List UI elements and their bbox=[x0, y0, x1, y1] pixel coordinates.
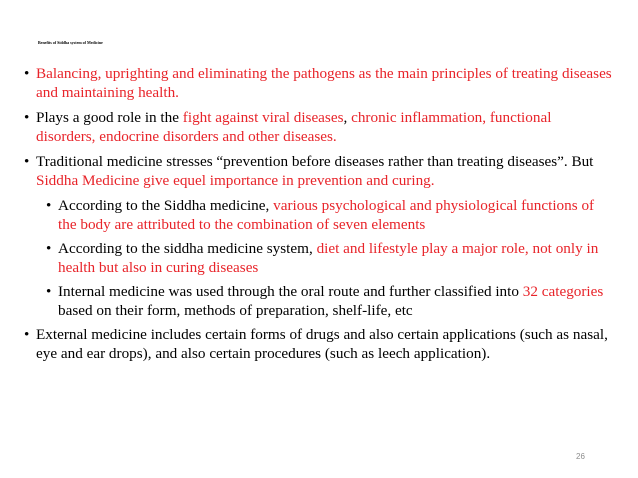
bullet-text: According to the siddha medicine system, bbox=[58, 240, 317, 257]
page-number: 26 bbox=[576, 452, 585, 461]
slide-title: Benefits of Siddha system of Medicine bbox=[38, 40, 103, 45]
bullet-text: based on their form, methods of preparation, shelf-life, etc bbox=[58, 302, 413, 319]
bullet-text: According to the Siddha medicine, bbox=[58, 197, 274, 214]
sub-bullet-item bbox=[46, 282, 614, 320]
bullet-text: Plays a good role in the bbox=[36, 109, 183, 126]
bullet-dot: • bbox=[24, 326, 30, 343]
bullet-text-highlight: diet and lifestyle play a major role, not only in health but also in curing diseases bbox=[58, 240, 599, 276]
bullet-text-highlight: chronic inflammation, functional disorders, endocrine disorders and other diseases. bbox=[36, 109, 552, 145]
bullet-list bbox=[24, 64, 614, 369]
bullet-item bbox=[24, 152, 614, 190]
bullet-text: Balancing, uprighting and eliminating the pathogens as the main principles of treating diseases and maintaining health. bbox=[36, 65, 612, 101]
bullet-text-highlight: Siddha Medicine give equel importance in prevention and curing. bbox=[36, 172, 435, 189]
bullet-dot: • bbox=[46, 240, 52, 257]
sub-bullet-item bbox=[46, 239, 614, 277]
bullet-dot: • bbox=[46, 197, 52, 214]
bullet-text: Traditional medicine stresses “prevention before diseases rather than treating diseases”. But bbox=[36, 153, 594, 170]
bullet-text: Internal medicine was used through the oral route and further classified into bbox=[58, 283, 523, 300]
bullet-dot: • bbox=[24, 153, 30, 170]
sub-bullet-item bbox=[46, 196, 614, 234]
bullet-item bbox=[24, 325, 614, 363]
bullet-text: External medicine includes certain forms of drugs and also certain applications (such as nasal, eye and ear drops), and also certain procedures (such as leech application). bbox=[36, 326, 608, 362]
bullet-item bbox=[24, 64, 614, 102]
bullet-text-highlight: fight against viral diseases bbox=[182, 109, 344, 126]
bullet-dot: • bbox=[24, 109, 30, 126]
bullet-text-highlight: various psychological and physiological functions of the body are attributed to the combination of seven elements bbox=[58, 197, 595, 233]
bullet-item bbox=[24, 108, 614, 146]
bullet-text: , bbox=[343, 109, 352, 126]
bullet-text-highlight: 32 categories bbox=[522, 283, 604, 300]
bullet-dot: • bbox=[24, 65, 30, 82]
bullet-dot: • bbox=[46, 283, 52, 300]
